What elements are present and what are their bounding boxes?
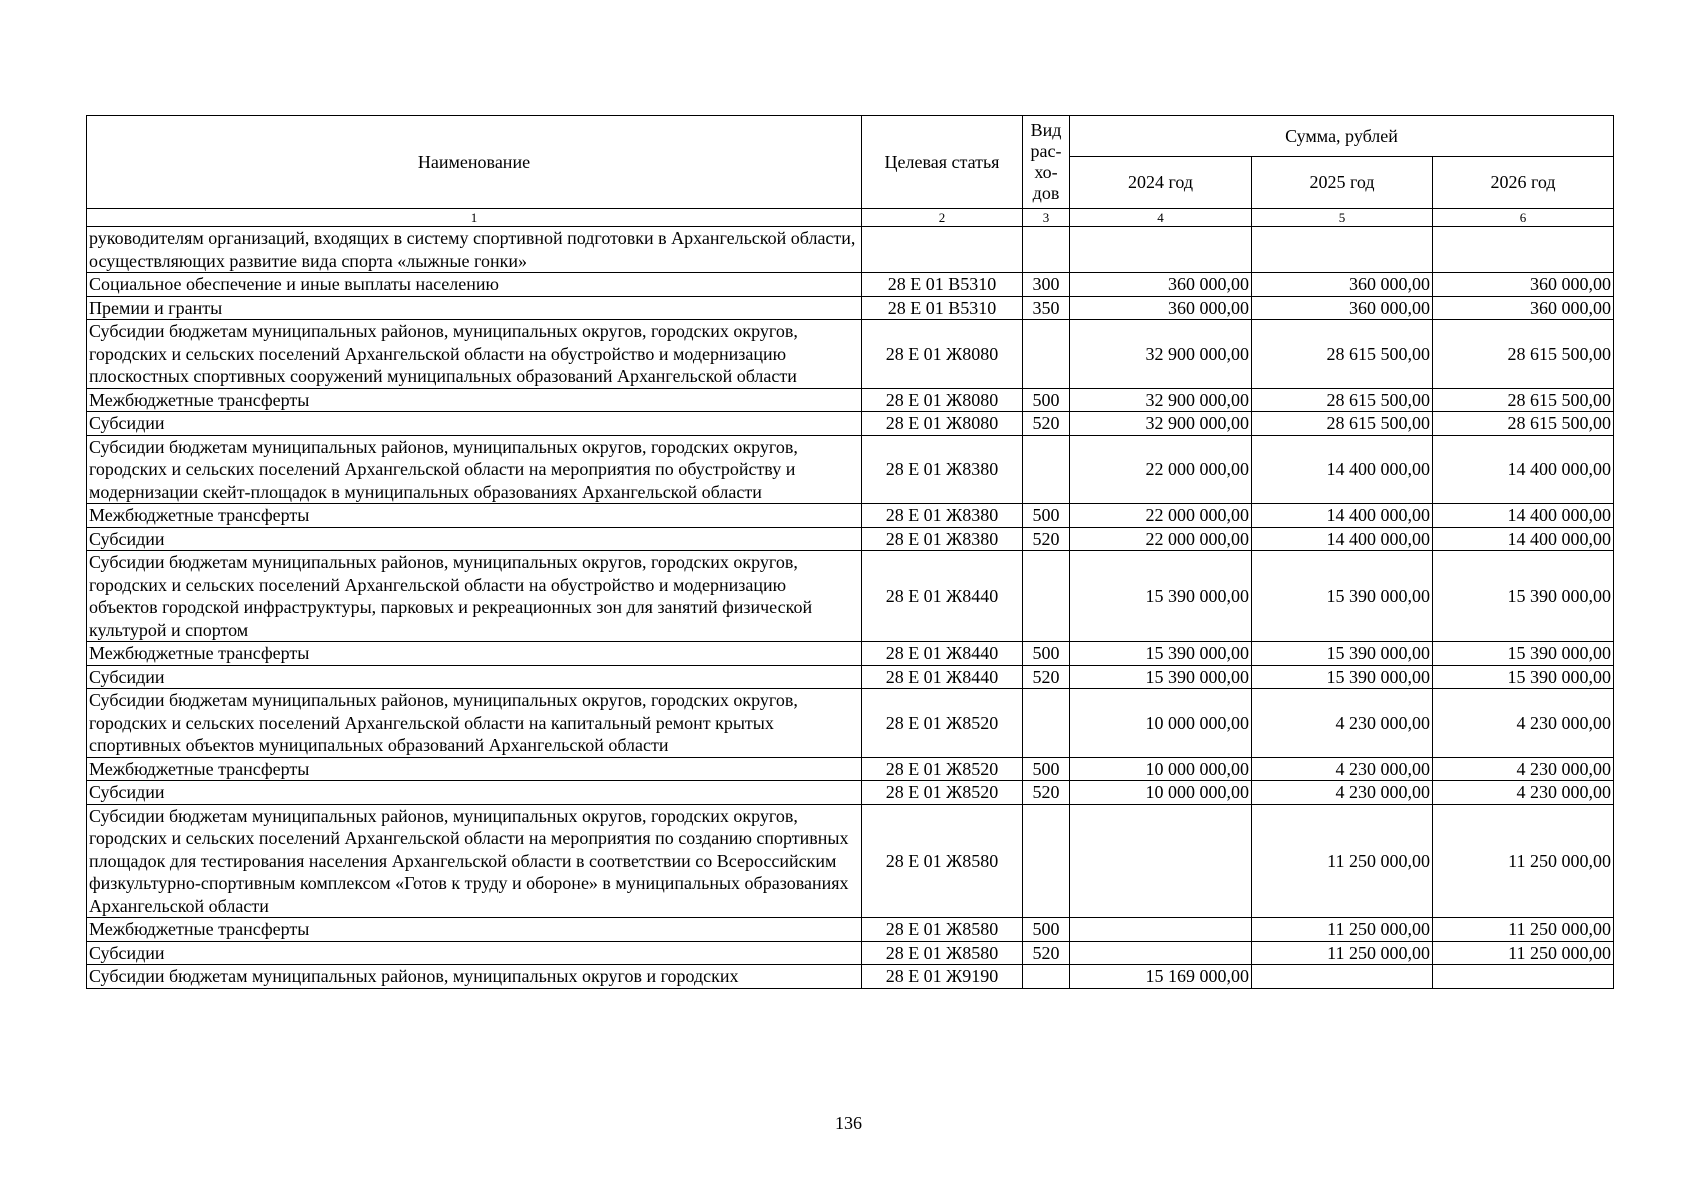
row-target-code: 28 Е 01 Ж8440 (862, 665, 1023, 689)
budget-table (86, 115, 1614, 989)
table-row (87, 320, 1614, 389)
row-expense-kind (1023, 320, 1070, 389)
row-name: Субсидии бюджетам муниципальных районов, муниципальных округов, городских округов, городских и сельских поселений Архангельской области на мероприятия по созданию спортивных площадок для тестирования населения Архангельской области в соответствии со Всероссийским физкультурно-спортивным комплексом «Готов к труду и обороне» в муниципальных образованиях Архангельской области (87, 804, 862, 918)
table-row (87, 804, 1614, 918)
row-name: Межбюджетные трансферты (87, 642, 862, 666)
row-expense-kind: 500 (1023, 757, 1070, 781)
row-target-code (862, 227, 1023, 273)
row-amount-2024: 15 390 000,00 (1070, 551, 1252, 642)
row-expense-kind: 500 (1023, 642, 1070, 666)
table-row (87, 435, 1614, 504)
table-row (87, 227, 1614, 273)
row-amount-2026: 28 615 500,00 (1433, 412, 1614, 436)
row-name: Субсидии бюджетам муниципальных районов, муниципальных округов и городских (87, 965, 862, 989)
row-amount-2026: 11 250 000,00 (1433, 941, 1614, 965)
row-amount-2025: 11 250 000,00 (1252, 918, 1433, 942)
row-target-code: 28 Е 01 Ж8380 (862, 504, 1023, 528)
row-name: Премии и гранты (87, 296, 862, 320)
row-name: Субсидии (87, 781, 862, 805)
row-amount-2026: 15 390 000,00 (1433, 551, 1614, 642)
row-amount-2025: 11 250 000,00 (1252, 804, 1433, 918)
row-target-code: 28 Е 01 Ж8580 (862, 918, 1023, 942)
row-target-code: 28 Е 01 Ж8080 (862, 412, 1023, 436)
header-year-2024: 2024 год (1070, 157, 1252, 209)
row-expense-kind (1023, 551, 1070, 642)
row-amount-2024 (1070, 918, 1252, 942)
page-number: 136 (835, 1113, 862, 1133)
row-amount-2024: 22 000 000,00 (1070, 504, 1252, 528)
column-number: 4 (1070, 209, 1252, 227)
row-expense-kind (1023, 804, 1070, 918)
row-target-code: 28 Е 01 Ж8440 (862, 551, 1023, 642)
row-amount-2026: 4 230 000,00 (1433, 757, 1614, 781)
table-row (87, 273, 1614, 297)
header-target: Целевая статья (862, 116, 1023, 209)
row-expense-kind (1023, 965, 1070, 989)
row-target-code: 28 Е 01 Ж8380 (862, 435, 1023, 504)
row-expense-kind (1023, 435, 1070, 504)
row-amount-2026 (1433, 227, 1614, 273)
column-numbers-row (87, 209, 1614, 227)
row-expense-kind (1023, 227, 1070, 273)
row-amount-2025: 14 400 000,00 (1252, 435, 1433, 504)
row-expense-kind: 350 (1023, 296, 1070, 320)
row-amount-2025: 4 230 000,00 (1252, 781, 1433, 805)
row-name: Межбюджетные трансферты (87, 918, 862, 942)
row-amount-2026 (1433, 965, 1614, 989)
row-target-code: 28 Е 01 В5310 (862, 296, 1023, 320)
column-number: 5 (1252, 209, 1433, 227)
row-expense-kind: 500 (1023, 918, 1070, 942)
row-amount-2025: 15 390 000,00 (1252, 551, 1433, 642)
row-expense-kind: 500 (1023, 388, 1070, 412)
row-target-code: 28 Е 01 Ж9190 (862, 965, 1023, 989)
row-name: Субсидии (87, 412, 862, 436)
header-sum: Сумма, рублей (1070, 116, 1614, 157)
row-target-code: 28 Е 01 Ж8520 (862, 781, 1023, 805)
row-amount-2024: 360 000,00 (1070, 296, 1252, 320)
row-amount-2026: 360 000,00 (1433, 296, 1614, 320)
row-name: Субсидии бюджетам муниципальных районов, муниципальных округов, городских округов, городских и сельских поселений Архангельской области на обустройство и модернизацию объектов городской инфраструктуры, парковых и рекреационных зон для занятий физической культурой и спортом (87, 551, 862, 642)
row-amount-2026: 4 230 000,00 (1433, 689, 1614, 758)
row-amount-2025: 4 230 000,00 (1252, 757, 1433, 781)
row-expense-kind: 520 (1023, 665, 1070, 689)
table-row (87, 781, 1614, 805)
table-row (87, 388, 1614, 412)
table-row (87, 642, 1614, 666)
row-amount-2026: 28 615 500,00 (1433, 388, 1614, 412)
row-name: Социальное обеспечение и иные выплаты населению (87, 273, 862, 297)
row-amount-2026: 14 400 000,00 (1433, 435, 1614, 504)
row-target-code: 28 Е 01 Ж8520 (862, 689, 1023, 758)
row-expense-kind: 520 (1023, 941, 1070, 965)
row-amount-2025 (1252, 965, 1433, 989)
row-expense-kind: 520 (1023, 412, 1070, 436)
column-number: 3 (1023, 209, 1070, 227)
table-row (87, 965, 1614, 989)
row-amount-2024: 15 169 000,00 (1070, 965, 1252, 989)
row-name: Субсидии бюджетам муниципальных районов, муниципальных округов, городских округов, городских и сельских поселений Архангельской области на мероприятия по обустройству и модернизации скейт-площадок в муниципальных образованиях Архангельской области (87, 435, 862, 504)
row-amount-2025: 4 230 000,00 (1252, 689, 1433, 758)
row-expense-kind: 520 (1023, 527, 1070, 551)
table-row (87, 689, 1614, 758)
row-target-code: 28 Е 01 Ж8440 (862, 642, 1023, 666)
row-amount-2026: 4 230 000,00 (1433, 781, 1614, 805)
row-target-code: 28 Е 01 Ж8380 (862, 527, 1023, 551)
table-row (87, 296, 1614, 320)
header-kind: Вид рас-хо-дов (1023, 116, 1070, 209)
table-row (87, 504, 1614, 528)
row-amount-2026: 11 250 000,00 (1433, 918, 1614, 942)
table-row (87, 757, 1614, 781)
row-amount-2025: 15 390 000,00 (1252, 642, 1433, 666)
row-target-code: 28 Е 01 Ж8080 (862, 388, 1023, 412)
table-body (87, 116, 1614, 989)
row-amount-2025: 14 400 000,00 (1252, 527, 1433, 551)
row-amount-2024: 10 000 000,00 (1070, 689, 1252, 758)
table-row (87, 941, 1614, 965)
row-name: Межбюджетные трансферты (87, 757, 862, 781)
row-amount-2026: 360 000,00 (1433, 273, 1614, 297)
row-target-code: 28 Е 01 Ж8580 (862, 804, 1023, 918)
column-number: 2 (862, 209, 1023, 227)
row-amount-2025: 360 000,00 (1252, 296, 1433, 320)
row-expense-kind: 300 (1023, 273, 1070, 297)
row-name: Межбюджетные трансферты (87, 504, 862, 528)
row-amount-2026: 14 400 000,00 (1433, 504, 1614, 528)
row-target-code: 28 Е 01 Ж8520 (862, 757, 1023, 781)
row-amount-2024: 15 390 000,00 (1070, 642, 1252, 666)
row-amount-2024 (1070, 227, 1252, 273)
row-name: руководителям организаций, входящих в систему спортивной подготовки в Архангельской области, осуществляющих развитие вида спорта «лыжные гонки» (87, 227, 862, 273)
row-expense-kind: 500 (1023, 504, 1070, 528)
row-amount-2024: 22 000 000,00 (1070, 527, 1252, 551)
row-amount-2026: 15 390 000,00 (1433, 665, 1614, 689)
row-name: Субсидии (87, 527, 862, 551)
row-name: Субсидии бюджетам муниципальных районов, муниципальных округов, городских округов, городских и сельских поселений Архангельской области на обустройство и модернизацию плоскостных спортивных сооружений муниципальных образований Архангельской области (87, 320, 862, 389)
table-row (87, 527, 1614, 551)
table-row (87, 918, 1614, 942)
row-amount-2026: 11 250 000,00 (1433, 804, 1614, 918)
row-target-code: 28 Е 01 В5310 (862, 273, 1023, 297)
header-row-top (87, 116, 1614, 157)
row-amount-2025: 360 000,00 (1252, 273, 1433, 297)
row-amount-2025: 14 400 000,00 (1252, 504, 1433, 528)
row-amount-2024: 32 900 000,00 (1070, 412, 1252, 436)
column-number: 1 (87, 209, 862, 227)
row-amount-2026: 28 615 500,00 (1433, 320, 1614, 389)
row-amount-2025: 28 615 500,00 (1252, 388, 1433, 412)
table-row (87, 412, 1614, 436)
header-name: Наименование (87, 116, 862, 209)
row-amount-2025 (1252, 227, 1433, 273)
row-amount-2024 (1070, 941, 1252, 965)
row-amount-2024: 32 900 000,00 (1070, 388, 1252, 412)
row-amount-2025: 28 615 500,00 (1252, 320, 1433, 389)
row-amount-2024: 22 000 000,00 (1070, 435, 1252, 504)
row-amount-2026: 14 400 000,00 (1433, 527, 1614, 551)
row-name: Субсидии (87, 941, 862, 965)
row-amount-2024: 10 000 000,00 (1070, 757, 1252, 781)
column-number: 6 (1433, 209, 1614, 227)
row-target-code: 28 Е 01 Ж8580 (862, 941, 1023, 965)
row-name: Субсидии бюджетам муниципальных районов, муниципальных округов, городских округов, городских и сельских поселений Архангельской области на капитальный ремонт крытых спортивных объектов муниципальных образований Архангельской области (87, 689, 862, 758)
row-name: Межбюджетные трансферты (87, 388, 862, 412)
header-year-2025: 2025 год (1252, 157, 1433, 209)
table-row (87, 551, 1614, 642)
row-amount-2024: 32 900 000,00 (1070, 320, 1252, 389)
row-expense-kind: 520 (1023, 781, 1070, 805)
row-amount-2026: 15 390 000,00 (1433, 642, 1614, 666)
table-row (87, 665, 1614, 689)
row-amount-2024: 15 390 000,00 (1070, 665, 1252, 689)
row-expense-kind (1023, 689, 1070, 758)
row-amount-2024: 360 000,00 (1070, 273, 1252, 297)
row-amount-2025: 11 250 000,00 (1252, 941, 1433, 965)
row-amount-2025: 15 390 000,00 (1252, 665, 1433, 689)
row-target-code: 28 Е 01 Ж8080 (862, 320, 1023, 389)
row-amount-2025: 28 615 500,00 (1252, 412, 1433, 436)
row-amount-2024 (1070, 804, 1252, 918)
row-name: Субсидии (87, 665, 862, 689)
header-year-2026: 2026 год (1433, 157, 1614, 209)
row-amount-2024: 10 000 000,00 (1070, 781, 1252, 805)
